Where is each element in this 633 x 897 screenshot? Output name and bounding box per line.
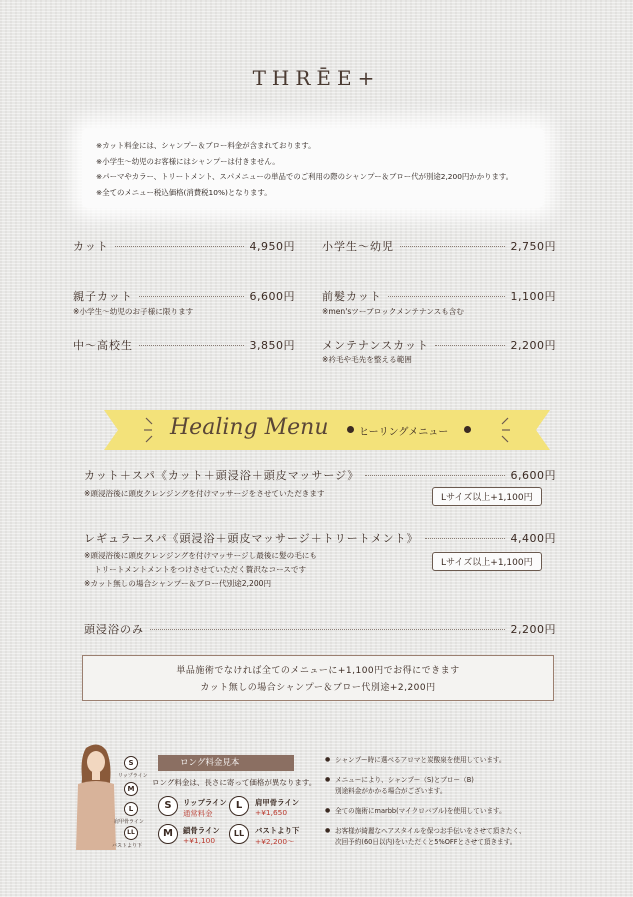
- long-price-note: ロング料金は、長さに寄って価格が異なります。: [152, 778, 317, 787]
- item-note: ※衿毛や毛先を整える範囲: [322, 355, 412, 364]
- info-box: [82, 655, 554, 701]
- healing-item-regular-spa: [84, 530, 556, 546]
- size-l-circle: L: [229, 796, 249, 816]
- item-name: 前髪カット: [322, 290, 382, 303]
- dot-leader: [365, 475, 504, 476]
- size-label: バストより下: [255, 826, 300, 835]
- item-price: 2,200円: [510, 339, 556, 352]
- menu-item-maintenance: [322, 337, 556, 353]
- item-name: 親子カット: [73, 290, 133, 303]
- figure-label: リップライン: [118, 773, 148, 779]
- item-price: 2,750円: [510, 240, 556, 253]
- item-note: ※カット無しの場合シャンプー＆ブロー代別途2,200円: [84, 579, 272, 588]
- info-bullet: [325, 775, 474, 796]
- size-price: 通常料金: [183, 809, 213, 818]
- bullet-line: 別途料金がかかる場合がございます。: [335, 786, 447, 795]
- item-price: 6,600円: [249, 290, 295, 303]
- bullet-dot: [347, 426, 354, 433]
- menu-item-teen: [73, 337, 295, 353]
- size-price: +¥1,650: [255, 808, 288, 817]
- item-price: 3,850円: [249, 339, 295, 352]
- item-note: ※頭浸浴後に頭皮クレンジングを付けマッサージをさせていただきます: [84, 489, 325, 498]
- item-note: ※頭浸浴後に頭皮クレンジングを付けマッサージし最後に髪の毛にも: [84, 551, 317, 560]
- dot-leader: [388, 296, 505, 297]
- size-label: 鎖骨ライン: [183, 826, 220, 835]
- info-bullet: [325, 806, 506, 817]
- bullet-line: ● お客様が綺麗なヘアスタイルを保つお手伝いをさせて頂きたく、: [335, 827, 526, 835]
- item-note: ※小学生〜幼児のお子様に限ります: [73, 307, 194, 316]
- banner-title: Healing Menu: [170, 415, 329, 440]
- item-price: 2,200円: [510, 623, 556, 636]
- notes-box: [82, 128, 544, 208]
- size-price: +¥2,200〜: [255, 837, 295, 846]
- dot-leader: [425, 538, 505, 539]
- menu-item-cut: [73, 238, 295, 254]
- menu-item-elementary: [322, 238, 556, 254]
- figure-label: 肩甲骨ライン: [114, 819, 144, 825]
- bullet-dot: [464, 426, 471, 433]
- item-note: ※men'sツーブロックメンテナンスも含む: [322, 307, 464, 316]
- menu-item-bangs: [322, 288, 556, 304]
- info-line: 単品施術でなければ全てのメニューに+1,100円でお得にできます: [176, 666, 460, 676]
- size-label: リップライン: [183, 798, 227, 807]
- item-note: トリートメントメントをつけさせていただく贅沢なコースです: [94, 565, 307, 574]
- bullet-line: ● シャンプー時に選べるアロマと炭酸泉を使用しています。: [335, 756, 506, 764]
- note-line: ※小学生〜幼児のお客様にはシャンプーは付きません。: [96, 156, 280, 166]
- item-price: 6,600円: [510, 469, 556, 482]
- item-price: 4,400円: [510, 532, 556, 545]
- size-m-marker: M: [124, 782, 138, 796]
- size-s-marker: S: [124, 756, 138, 770]
- healing-item-bath-only: [84, 621, 556, 637]
- dot-leader: [139, 296, 244, 297]
- item-name: 小学生〜幼児: [322, 240, 394, 253]
- dot-leader: [139, 345, 244, 346]
- note-line: ※カット料金には、シャンプー＆ブロー料金が含まれております。: [96, 141, 316, 150]
- bullet-line: ● メニューにより、シャンプー（S)とブロー（B): [335, 776, 474, 784]
- item-name: メンテナンスカット: [322, 339, 430, 352]
- dot-leader: [115, 246, 244, 247]
- bullet-line: 次回予約(60日以内)をいただくと5%OFFとさせて頂きます。: [335, 837, 517, 846]
- note-line: ※パーマやカラー、トリートメント、スパメニューの単品でのご利用の際のシャンプー＆ブロー代が別途2,200円かかります。: [96, 172, 514, 182]
- size-label: 肩甲骨ライン: [255, 798, 300, 807]
- item-name: レギュラースパ《頭浸浴＋頭皮マッサージ＋トリートメント》: [84, 532, 419, 545]
- item-price: 1,100円: [510, 290, 556, 303]
- size-badge: Lサイズ以上+1,100円: [432, 487, 542, 506]
- item-name: 中〜高校生: [73, 339, 133, 352]
- healing-banner: [104, 406, 550, 454]
- size-ll-circle: LL: [229, 824, 249, 844]
- dot-leader: [150, 629, 505, 630]
- bullet-line: ● 全ての施術にmarbb(マイクロバブル)を使用しています。: [335, 807, 506, 815]
- item-name: カット＋スパ《カット＋頭浸浴＋頭皮マッサージ》: [84, 469, 360, 482]
- note-line: ※全てのメニュー税込価格(消費税10%)となります。: [96, 187, 272, 197]
- item-name: 頭浸浴のみ: [84, 623, 144, 636]
- item-price: 4,950円: [249, 240, 295, 253]
- size-l-marker: L: [124, 802, 138, 816]
- dot-leader: [435, 345, 504, 346]
- menu-item-parent-child: [73, 288, 295, 304]
- info-line: カット無しの場合シャンプー＆ブロー代別途+2,200円: [200, 683, 436, 693]
- info-bullet: [325, 755, 506, 766]
- size-ll-marker: LL: [124, 826, 138, 840]
- info-bullet: [325, 826, 526, 847]
- woman-silhouette-icon: [68, 742, 124, 850]
- hair-length-figure: [68, 742, 124, 850]
- size-s-circle: S: [158, 796, 178, 816]
- healing-item-cut-spa: [84, 467, 556, 483]
- long-price-tag: ロング料金見本: [158, 755, 294, 771]
- size-m-circle: M: [158, 824, 178, 844]
- size-badge: Lサイズ以上+1,100円: [432, 552, 542, 571]
- item-name: カット: [73, 240, 109, 253]
- dot-leader: [400, 246, 505, 247]
- figure-label: バストより下: [112, 843, 143, 849]
- banner-subtitle: ヒーリングメニュー: [359, 427, 449, 438]
- brand-logo: THRĒE+: [252, 66, 381, 90]
- size-price: +¥1,100: [183, 836, 216, 845]
